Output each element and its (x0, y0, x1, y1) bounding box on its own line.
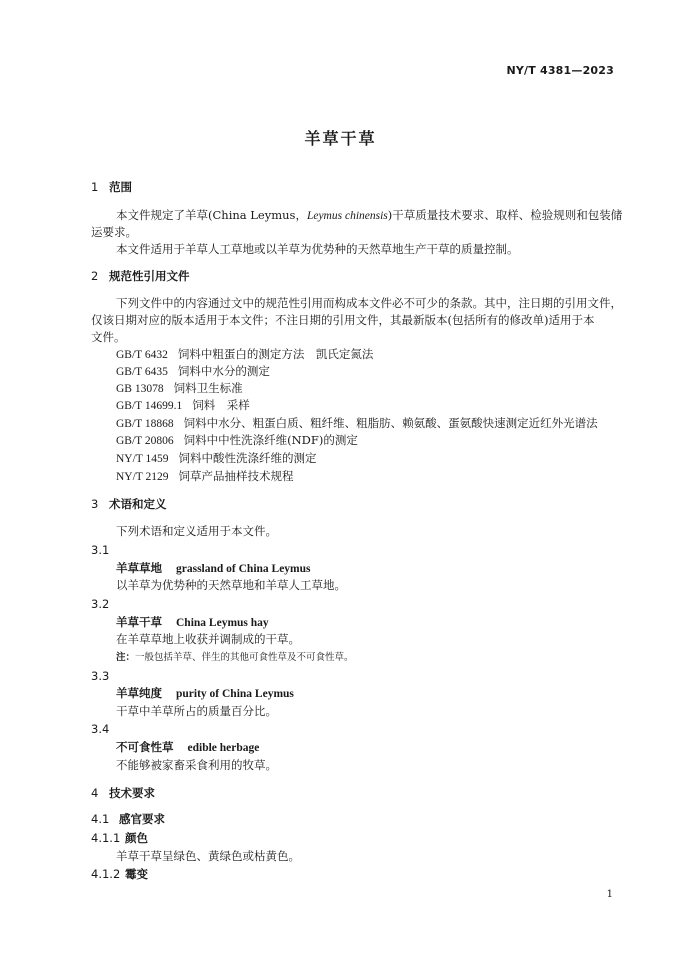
term-number: 3.4 (91, 722, 110, 736)
section-1-heading (91, 180, 132, 194)
section-4-heading (91, 786, 155, 800)
reference-item: GB 13078 饲料卫生标准 (116, 381, 243, 395)
document-title: 羊草干草 (304, 129, 377, 148)
section-number: 4 (91, 786, 99, 800)
term-heading: 羊草草地 grassland of China Leymus (116, 561, 311, 575)
term-definition: 干草中羊草所占的质量百分比。 (116, 704, 277, 718)
standard-code: NY/T 4381—2023 (506, 64, 614, 77)
reference-item: GB/T 20806 饲料中中性洗涤纤维(NDF)的测定 (116, 433, 358, 447)
term-heading: 羊草干草 China Leymus hay (116, 615, 269, 629)
term-heading: 羊草纯度 purity of China Leymus (116, 686, 294, 700)
reference-item: GB/T 6432 饲料中粗蛋白的测定方法 凯氏定氮法 (116, 347, 374, 361)
section-number: 1 (91, 180, 99, 194)
term-number: 3.2 (91, 597, 110, 611)
term-note: 注：一般包括羊草、伴生的其他可食性草及不可食性草。 (116, 652, 354, 663)
section-title: 范围 (109, 180, 132, 194)
reference-item: GB/T 6435 饲料中水分的测定 (116, 364, 270, 378)
term-definition: 以羊草为优势种的天然草地和羊草人工草地。 (116, 578, 346, 592)
scope-paragraph-line-1: 本文件规定了羊草(China Leymus，Leymus chinensis)干草质量技术要求、取样、检验规则和包装储 (116, 208, 623, 222)
term-definition: 在羊草草地上收获并调制成的干草。 (116, 632, 300, 646)
section-title: 规范性引用文件 (109, 269, 190, 283)
section-3-heading (91, 497, 167, 511)
color-requirement: 羊草干草呈绿色、黄绿色或枯黄色。 (116, 849, 300, 863)
page-number: 1 (606, 889, 613, 900)
scope-paragraph-2: 本文件适用于羊草人工草地或以羊草为优势种的天然草地生产干草的质量控制。 (116, 242, 519, 256)
latin-name: Leymus chinensis (306, 210, 388, 222)
subsection-4-1-1-heading: 4.1.1 颜色 (91, 831, 148, 845)
reference-item: GB/T 18868 饲料中水分、粗蛋白质、粗纤维、粗脂肪、赖氨酸、蛋氨酸快速测定近红外光谱法 (116, 416, 598, 430)
section-2-heading (91, 269, 190, 283)
section-number: 2 (91, 269, 99, 283)
refs-intro-line-3: 文件。 (91, 330, 126, 344)
section-number: 3 (91, 497, 99, 511)
term-number: 3.1 (91, 543, 110, 557)
terms-intro: 下列术语和定义适用于本文件。 (116, 524, 277, 538)
section-title: 技术要求 (109, 786, 155, 800)
section-title: 术语和定义 (109, 497, 167, 511)
term-definition: 不能够被家畜采食利用的牧草。 (116, 758, 277, 772)
reference-item: GB/T 14699.1 饲料 采样 (116, 398, 250, 412)
term-number: 3.3 (91, 669, 110, 683)
reference-item: NY/T 1459 饲料中酸性洗涤纤维的测定 (116, 451, 317, 465)
subsection-4-1-heading: 4.1 感官要求 (91, 812, 165, 826)
reference-item: NY/T 2129 饲草产品抽样技术规程 (116, 469, 294, 483)
refs-intro-line-2: 仅该日期对应的版本适用于本文件；不注日期的引用文件，其最新版本(包括所有的修改单)适用于本 (91, 313, 595, 327)
term-heading: 不可食性草 edible herbage (116, 740, 260, 754)
subsection-4-1-2-heading: 4.1.2 霉变 (91, 867, 148, 881)
scope-paragraph-line-2: 运要求。 (91, 225, 137, 239)
refs-intro-line-1: 下列文件中的内容通过文中的规范性引用而构成本文件必不可少的条款。其中，注日期的引用文件， (116, 296, 622, 310)
